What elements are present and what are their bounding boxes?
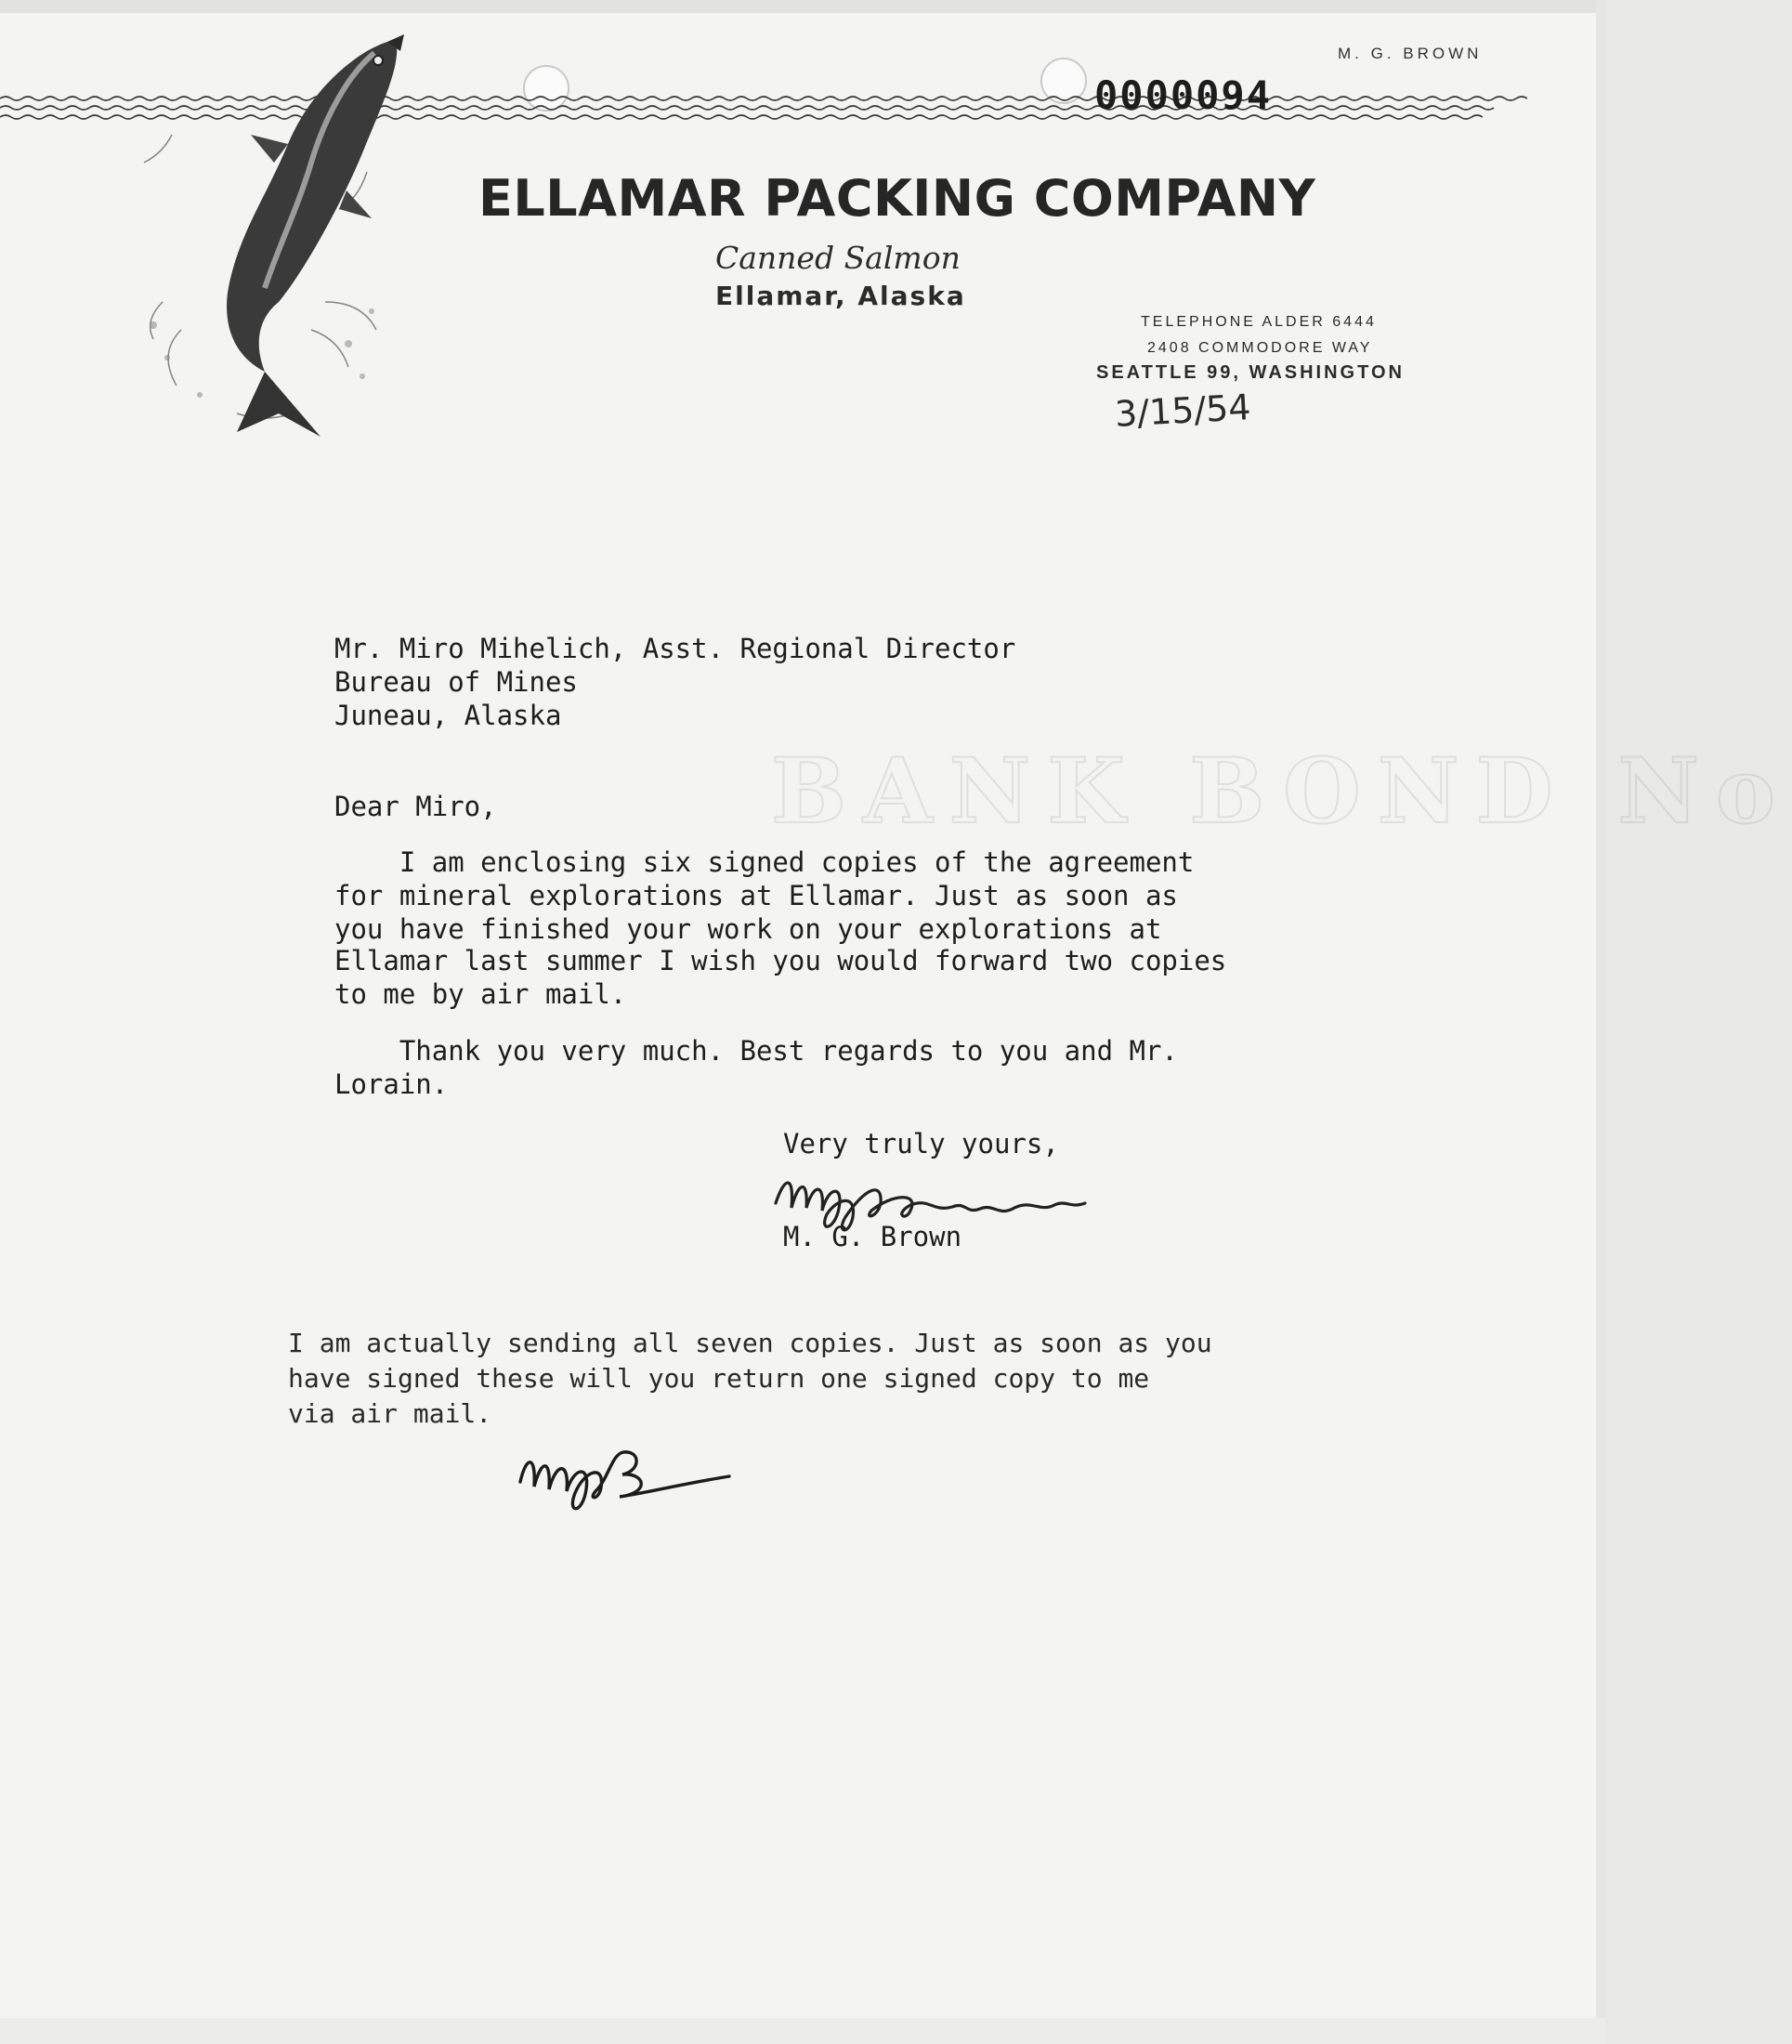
postscript-line-3: via air mail.: [288, 1398, 492, 1429]
street-address: 2408 COMMODORE WAY: [1147, 340, 1373, 356]
city-address: SEATTLE 99, WASHINGTON: [1096, 362, 1405, 383]
file-number-stamp: 0000094: [1094, 72, 1273, 118]
company-location: Ellamar, Alaska: [715, 281, 966, 311]
body-line-3: you have finished your work on your explorations at: [334, 913, 1162, 945]
body-line-7: Lorain.: [334, 1068, 449, 1100]
recipient-line-3: Juneau, Alaska: [334, 700, 562, 731]
scan-edge-top: [0, 0, 1605, 13]
scan-edge-right: [1596, 0, 1605, 2044]
handwritten-date: 3/15/54: [1113, 387, 1252, 435]
bleed-through-watermark: BANK BOND No: [771, 739, 1792, 844]
complimentary-closing: Very truly yours,: [783, 1128, 1059, 1160]
typed-signature-name: M. G. Brown: [783, 1221, 962, 1252]
author-tag: M. G. BROWN: [1338, 45, 1483, 62]
body-line-4: Ellamar last summer I wish you would forward two copies: [334, 945, 1227, 976]
recipient-line-2: Bureau of Mines: [334, 666, 578, 698]
leaping-salmon-logo: [125, 23, 432, 432]
body-line-1: I am enclosing six signed copies of the agreement: [334, 846, 1195, 878]
postscript-line-2: have signed these will you return one signed copy to me: [288, 1363, 1150, 1394]
postscript-line-1: I am actually sending all seven copies. Just as soon as you: [288, 1328, 1212, 1358]
scan-edge-bottom: [0, 2018, 1605, 2044]
body-line-6: Thank you very much. Best regards to you and Mr.: [334, 1035, 1178, 1067]
handwritten-initials: [516, 1435, 739, 1519]
body-line-2: for mineral explorations at Ellamar. Just as soon as: [334, 880, 1178, 911]
company-name: ELLAMAR PACKING COMPANY: [478, 169, 1316, 228]
recipient-line-1: Mr. Miro Mihelich, Asst. Regional Director: [334, 633, 1016, 664]
salutation: Dear Miro,: [334, 791, 497, 822]
telephone-line: TELEPHONE ALDER 6444: [1141, 314, 1377, 330]
company-tagline: Canned Salmon: [715, 240, 961, 276]
body-line-5: to me by air mail.: [334, 978, 627, 1010]
